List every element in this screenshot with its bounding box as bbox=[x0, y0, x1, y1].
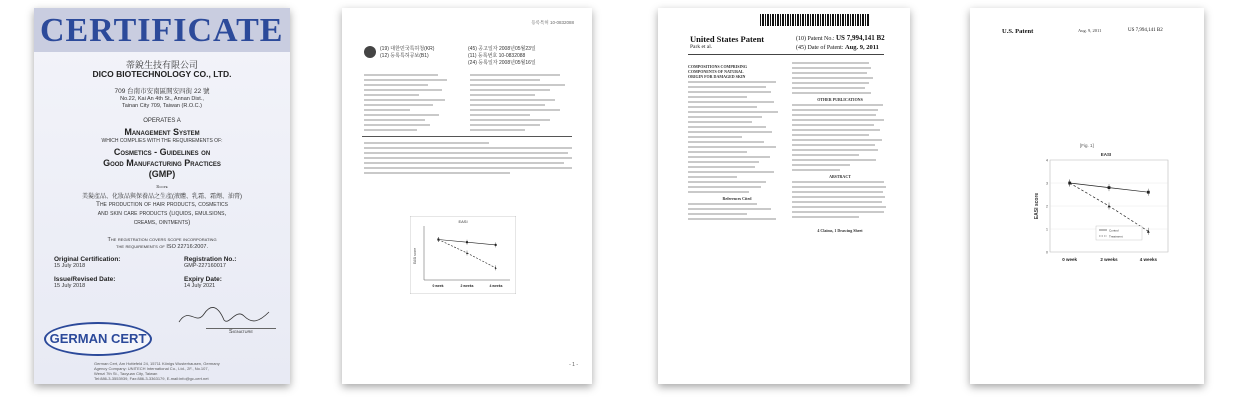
chart-ylabel: EASI score bbox=[1034, 192, 1040, 220]
address-en-2: Tainan City 709, Taiwan (R.O.C.) bbox=[122, 103, 202, 109]
operates-text: OPERATES A bbox=[143, 118, 181, 124]
expiry-date bbox=[184, 276, 222, 289]
issue-date bbox=[54, 276, 115, 289]
korean-reg-line-1: (45) 공고일자 2008년05월23일 bbox=[468, 46, 536, 52]
complies-text: WHICH COMPLIES WITH THE REQUIREMENTS OF: bbox=[101, 138, 223, 144]
us-left-lines-2 bbox=[688, 203, 786, 220]
patent-drawing-sheet[interactable] bbox=[970, 8, 1204, 384]
original-certification-label: Original Certification: bbox=[54, 256, 121, 263]
chart-y-ticks bbox=[1046, 158, 1048, 254]
page2-heading: U.S. Patent bbox=[1002, 28, 1034, 35]
korean-patent-office-block bbox=[380, 46, 434, 60]
original-certification bbox=[54, 256, 120, 269]
us-left-column bbox=[688, 62, 786, 223]
certificate-footer bbox=[94, 361, 284, 381]
company-name-en: DICO BIOTECHNOLOGY CO., LTD. bbox=[92, 69, 232, 79]
address-cn: 709 台南市安南區開安四街 22 號 bbox=[114, 88, 210, 95]
patent-number-row bbox=[796, 34, 885, 42]
kipo-logo-icon bbox=[364, 46, 376, 58]
y-tick-2: 2 bbox=[1046, 204, 1048, 209]
chart-title: EASI bbox=[1100, 152, 1112, 157]
y-tick-4: 4 bbox=[1046, 158, 1048, 163]
point-s1-p1 bbox=[1108, 186, 1111, 189]
us-right-lines-1 bbox=[792, 62, 888, 94]
german-cert-seal: GERMAN CERT bbox=[44, 322, 152, 356]
other-publications: OTHER PUBLICATIONS bbox=[817, 97, 863, 102]
us-right-column bbox=[792, 62, 888, 235]
issue-date-label: Issue/Revised Date: bbox=[54, 276, 116, 283]
barcode bbox=[760, 14, 870, 26]
y-tick-1: 1 bbox=[1046, 227, 1048, 232]
certificate-title: CERTIFICATE bbox=[40, 12, 284, 49]
patent-title: COMPOSITIONS COMPRISING COMPONENTS OF NATURAL ORIGIN FOR DAMAGED SKIN bbox=[688, 64, 748, 79]
patent-number: US 7,994,141 B2 bbox=[836, 34, 885, 42]
company-name-cn: 蒂銳生技有限公司 bbox=[125, 60, 198, 70]
korean-abstract-block bbox=[364, 142, 572, 177]
korean-x-tick-0: 0 week bbox=[432, 284, 444, 288]
footer-line-2: Agency Company: UNITECH International Co., Ltd., 2F., No.107, bbox=[94, 366, 209, 371]
registration-note-2: the requirements of ISO 22716:2007. bbox=[116, 244, 208, 250]
registration-number bbox=[184, 256, 236, 269]
korean-reg-line-3: (24) 등록일자 2008년05월16일 bbox=[468, 60, 536, 66]
footer-line-4: Tel:886-3-3553939, Fax:886-3-3363179, E-mail:info@gc-cert.net bbox=[94, 376, 209, 381]
patent-date: Aug. 9, 2011 bbox=[844, 44, 879, 51]
expiry-date-label: Expiry Date: bbox=[184, 276, 222, 283]
original-certification-value: 15 July 2018 bbox=[54, 263, 86, 269]
x-tick-1: 2 weeks bbox=[1100, 257, 1118, 262]
registration-number-label: Registration No.: bbox=[184, 256, 237, 263]
korean-page-number: - 1 - bbox=[569, 362, 578, 368]
us-patent-heading: United States Patent bbox=[690, 34, 765, 44]
chart-x-ticks bbox=[1062, 257, 1157, 262]
korean-patent-document[interactable] bbox=[342, 8, 592, 384]
us-patent-document[interactable] bbox=[658, 8, 910, 384]
standard-line-2: Good Manufacturing Practices bbox=[103, 158, 221, 168]
scope-cn: 美髮產品、化妝品與保養品之生產(液體、乳霜、霜劑、油膏) bbox=[82, 194, 242, 200]
page2-date: Aug. 9, 2011 bbox=[1078, 28, 1102, 33]
point-s1-p2 bbox=[495, 244, 497, 246]
korean-office-line-1: (19) 대한민국특허청(KR) bbox=[380, 46, 435, 52]
scope-en-2: and skin care products (liquids, emulsions, bbox=[97, 210, 227, 217]
page2-patent-number: US 7,994,141 B2 bbox=[1128, 28, 1163, 33]
registration-number-value: GMP-227160017 bbox=[184, 263, 226, 269]
scope-label: Scope bbox=[156, 184, 168, 189]
korean-divider bbox=[362, 136, 572, 137]
x-tick-2: 4 weeks bbox=[1139, 257, 1157, 262]
us-left-lines-1 bbox=[688, 81, 786, 193]
easi-chart bbox=[1032, 150, 1172, 268]
korean-chart-title: EASI bbox=[458, 219, 468, 224]
claims-count: 4 Claims, 1 Drawing Sheet bbox=[817, 228, 863, 233]
korean-chart-frame bbox=[410, 216, 516, 294]
footer-line-1: German Cert, Am Hottefeld 24, 15711 Königs Wusterhausen, Germany bbox=[94, 361, 220, 366]
korean-chart-ylabel: EASI score bbox=[413, 248, 417, 264]
korean-registration-block bbox=[468, 46, 536, 67]
issue-date-value: 15 July 2018 bbox=[54, 283, 86, 289]
x-tick-0: 0 week bbox=[1062, 257, 1078, 262]
figure-label: [Fig. 1] bbox=[1080, 143, 1094, 148]
management-system: Management System bbox=[124, 127, 200, 137]
chart-legend bbox=[1096, 226, 1142, 240]
patent-date-row bbox=[796, 44, 879, 51]
korean-office-line-2: (12) 등록특허공보(B1) bbox=[380, 53, 429, 59]
standard-line-1: Cosmetics - Guidelines on bbox=[113, 147, 211, 157]
korean-x-tick-1: 2 weeks bbox=[460, 284, 474, 288]
us-abstract-lines bbox=[792, 181, 888, 218]
y-tick-3: 3 bbox=[1046, 181, 1048, 186]
patent-number-label: (10) Patent No.: bbox=[796, 36, 835, 42]
legend-label-2: Treatment bbox=[1109, 234, 1123, 239]
registration-note-1: The registration covers scope incorporating bbox=[107, 237, 217, 243]
us-right-lines-2 bbox=[792, 104, 888, 171]
legend-label-1: Control bbox=[1109, 228, 1119, 233]
scope-en-3: creams, ointments) bbox=[133, 219, 191, 226]
korean-right-text-block bbox=[470, 74, 570, 134]
abstract-heading: ABSTRACT bbox=[829, 174, 851, 179]
korean-patent-header: 등록특허 10-0832088 bbox=[531, 20, 574, 25]
references-cited: References Cited bbox=[722, 196, 752, 201]
scope-en-1: The production of hair products, cosmetics bbox=[95, 201, 229, 208]
korean-x-tick-2: 4 weeks bbox=[489, 284, 503, 288]
y-tick-0: 0 bbox=[1046, 250, 1048, 255]
point-s1-p2 bbox=[1147, 191, 1150, 194]
us-header-rule bbox=[688, 54, 884, 55]
expiry-date-value: 14 July 2021 bbox=[184, 283, 216, 289]
point-s1-p1 bbox=[466, 241, 468, 243]
footer-line-3: Wenzi 7th St., Taoyuan City, Taiwan bbox=[94, 371, 158, 376]
signature-scribble bbox=[174, 304, 274, 328]
korean-reg-line-2: (11) 등록번호 10-0832088 bbox=[468, 53, 526, 59]
standard-line-3: (GMP) bbox=[148, 169, 176, 179]
inventors: Park et al. bbox=[690, 44, 713, 50]
patent-date-label: (45) Date of Patent: bbox=[796, 45, 844, 51]
korean-left-text-block bbox=[364, 74, 456, 134]
address-en-1: No.22, Kai An 4th St., Annan Dist., bbox=[120, 96, 204, 102]
korean-easi-chart bbox=[410, 216, 516, 294]
certificate-document[interactable] bbox=[34, 8, 290, 384]
signature-label: Signature bbox=[206, 328, 276, 335]
